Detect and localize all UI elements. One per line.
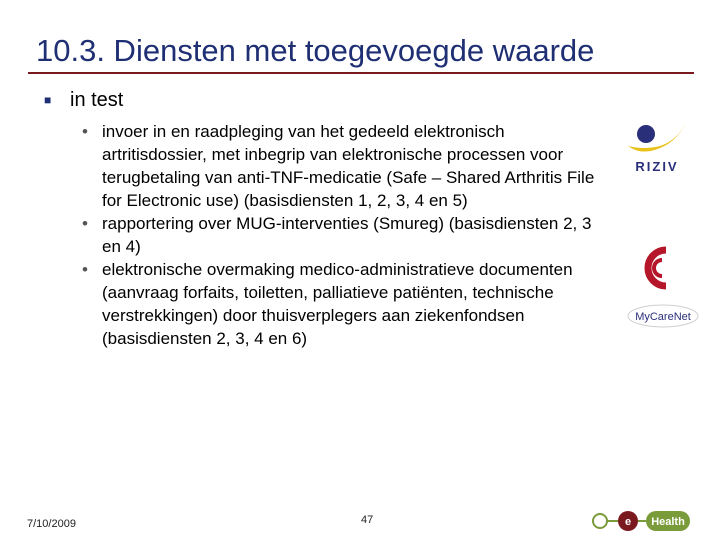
slide-title: 10.3. Diensten met toegevoegde waarde bbox=[36, 33, 595, 68]
list-item-text: elektronische overmaking medico-administratieve documenten (aanvraag forfaits, toiletten, palliatieve patiënten, technische verstrekkingen) door thuisverplegers aan ziekenfondsen (basisdiensten 2, 3, 4 en 6) bbox=[102, 260, 573, 348]
bullet-level1 bbox=[44, 88, 123, 112]
ehealth-logo bbox=[590, 506, 694, 536]
bullet-dot-icon: • bbox=[82, 122, 88, 141]
mycarenet-logo bbox=[626, 244, 700, 328]
mycarenet-logo-text: MyCareNet bbox=[635, 311, 691, 323]
bullet-dot-icon: • bbox=[82, 214, 88, 233]
bullet-level1-text: in test bbox=[70, 89, 124, 111]
list-item bbox=[82, 212, 612, 258]
list-item bbox=[82, 120, 612, 212]
list-item-text: rapportering over MUG-interventies (Smureg) (basisdiensten 2, 3 en 4) bbox=[102, 214, 592, 256]
list-item bbox=[82, 258, 612, 350]
ehealth-e-text: e bbox=[624, 516, 632, 528]
sub-bullet-list bbox=[82, 120, 612, 350]
riziv-logo-text: RIZIV bbox=[635, 159, 679, 174]
title-divider bbox=[28, 72, 694, 74]
bullet-dot-icon: • bbox=[82, 260, 88, 279]
riziv-logo bbox=[624, 118, 690, 178]
page-number: 47 bbox=[361, 514, 374, 526]
list-item-text: invoer in en raadpleging van het gedeeld elektronisch artritisdossier, met inbegrip van elektronische processen voor terugbetaling van anti-TNF-medicatie (Safe – Shared Arthritis File for Electronic use) (basisdiensten 1, 2, 3, 4 en 5) bbox=[102, 122, 595, 210]
square-bullet-icon: ■ bbox=[44, 93, 52, 107]
footer-date: 7/10/2009 bbox=[27, 518, 76, 530]
ehealth-word-text: Health bbox=[651, 516, 685, 528]
